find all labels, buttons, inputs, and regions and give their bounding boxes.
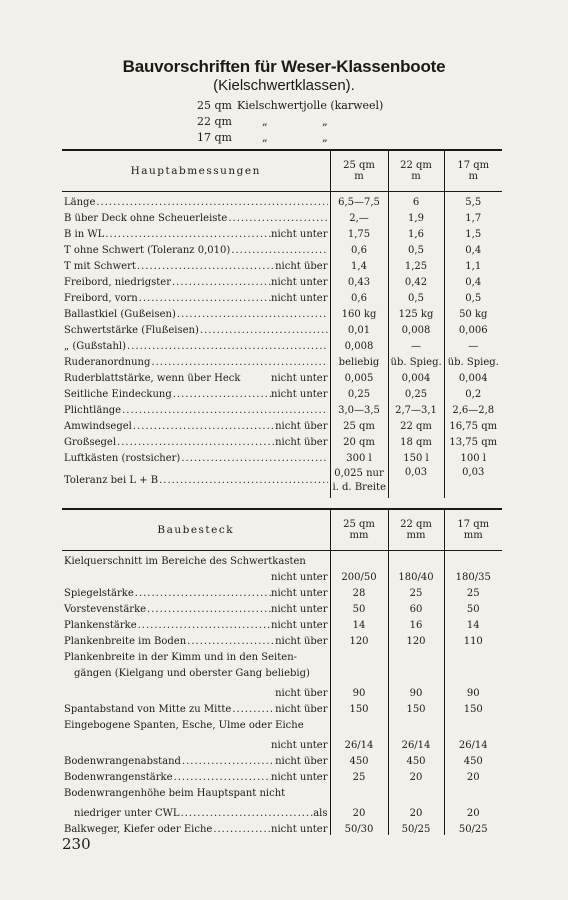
table-row <box>62 783 502 799</box>
table-row <box>62 448 502 464</box>
row-qualifier: nicht unter <box>271 587 328 599</box>
value-cell: 180/40 <box>388 567 444 583</box>
value-cell: beliebig <box>330 352 388 368</box>
row-label <box>62 599 330 615</box>
table-row <box>62 352 502 368</box>
row-label <box>62 448 330 464</box>
value-cell: 0,5 <box>444 288 502 304</box>
row-label-text: Ruderanordnung <box>64 356 151 368</box>
row-qualifier: nicht unter <box>271 276 328 288</box>
value-cell: 1,4 <box>330 256 388 272</box>
table-row <box>62 819 502 835</box>
value-cell: 20 <box>388 799 444 819</box>
value-cell: 22 qm <box>388 416 444 432</box>
row-qualifier: nicht unter <box>271 771 328 783</box>
row-label <box>62 464 330 498</box>
value-cell: 25 qm <box>330 416 388 432</box>
table-row <box>62 432 502 448</box>
table-body <box>62 550 502 583</box>
table-header-label: Baubesteck <box>62 510 330 550</box>
value-cell: 120 <box>388 631 444 647</box>
boat-description: Kielschwertjolle (karweel) <box>237 99 384 112</box>
table-row <box>62 208 502 224</box>
value-cell: 20 <box>388 767 444 783</box>
row-label: Eingebogene Spanten, Esche, Ulme oder Eiche <box>64 719 304 731</box>
table-row <box>62 751 502 767</box>
page-number: 230 <box>62 835 91 853</box>
row-label <box>62 208 330 224</box>
value-cell: 90 <box>388 679 444 699</box>
table-row <box>62 699 502 715</box>
value-line: 0,025 nur <box>334 467 384 479</box>
table-row <box>62 191 502 208</box>
value-cell: 5,5 <box>444 191 502 208</box>
value-cell: 13,75 qm <box>444 432 502 448</box>
ditto-mark: „ <box>262 115 268 128</box>
column-unit: mm <box>349 529 369 541</box>
table-row <box>62 679 502 699</box>
value-cell: 120 <box>330 631 388 647</box>
row-label <box>62 336 330 352</box>
value-cell: 6,5—7,5 <box>330 191 388 208</box>
value-cell: 0,4 <box>444 272 502 288</box>
row-qualifier: nicht über <box>275 420 328 432</box>
table-row <box>62 767 502 783</box>
value-cell: 0,42 <box>388 272 444 288</box>
row-label <box>62 819 330 835</box>
column-size: 17 qm <box>457 518 490 530</box>
table-row <box>62 583 502 599</box>
value-cell: 2,6—2,8 <box>444 400 502 416</box>
row-label <box>62 416 330 432</box>
value-cell: — <box>388 336 444 352</box>
table-row <box>62 631 502 647</box>
value-cell: 450 <box>388 751 444 767</box>
row-label-text: Luftkästen (rostsicher) <box>64 452 181 464</box>
row-label-text: Bodenwrangenstärke <box>64 771 173 783</box>
value-cell: 0,5 <box>388 288 444 304</box>
row-qualifier: nicht unter <box>271 228 328 240</box>
row-label-text: Freibord, niedrigster <box>64 276 171 288</box>
table-row <box>62 368 502 384</box>
row-label <box>62 288 330 304</box>
table-row <box>62 550 502 567</box>
row-label-text: Länge <box>64 196 96 208</box>
row-label <box>62 751 330 767</box>
column-header <box>444 151 502 191</box>
value-cell: 0,03 <box>444 464 502 498</box>
row-qualifier: nicht unter <box>271 388 328 400</box>
value-cell: 50/25 <box>444 819 502 835</box>
page-subtitle: (Kielschwertklassen). <box>213 77 355 94</box>
value-cell: 450 <box>330 751 388 767</box>
value-cell: 1,7 <box>444 208 502 224</box>
value-cell: 26/14 <box>330 731 388 751</box>
table-row <box>62 288 502 304</box>
value-cell: 1,25 <box>388 256 444 272</box>
row-label <box>62 256 330 272</box>
row-label <box>62 432 330 448</box>
value-cell: 100 l <box>444 448 502 464</box>
value-cell: 50 kg <box>444 304 502 320</box>
row-label-text: B über Deck ohne Scheuerleiste <box>64 212 228 224</box>
value-cell: 0,004 <box>444 368 502 384</box>
table-header-row <box>62 510 502 550</box>
value-cell: 14 <box>330 615 388 631</box>
value-cell: 0,008 <box>388 320 444 336</box>
row-qualifier: nicht unter <box>271 372 328 384</box>
row-label-text: Ballastkiel (Gußeisen) <box>64 308 176 320</box>
value-cell: 0,006 <box>444 320 502 336</box>
baubesteck-table <box>62 510 502 835</box>
boat-size: 17 qm <box>197 131 232 144</box>
value-cell: 2,— <box>330 208 388 224</box>
row-label <box>62 240 330 256</box>
value-cell: 14 <box>444 615 502 631</box>
row-label-text: Spantabstand von Mitte zu Mitte <box>64 703 232 715</box>
value-cell: 150 l <box>388 448 444 464</box>
column-unit: mm <box>463 529 483 541</box>
row-label-text: Freibord, vorn <box>64 292 138 304</box>
row-label-text: Plankenbreite im Boden <box>64 635 187 647</box>
row-label-text: Schwertstärke (Flußeisen) <box>64 324 199 336</box>
column-header <box>444 510 502 550</box>
value-cell: 25 <box>388 583 444 599</box>
value-cell: 1,1 <box>444 256 502 272</box>
row-label-text: Toleranz bei L + B <box>64 475 159 486</box>
table-body <box>62 647 502 751</box>
table-row <box>62 663 502 679</box>
value-cell: 300 l <box>330 448 388 464</box>
row-label-text: Spiegelstärke <box>64 587 134 599</box>
table-row <box>62 799 502 819</box>
column-size: 22 qm <box>400 159 432 171</box>
value-cell: 3,0—3,5 <box>330 400 388 416</box>
value-cell: 20 <box>444 799 502 819</box>
value-cell: 2,7—3,1 <box>388 400 444 416</box>
value-cell: 28 <box>330 583 388 599</box>
column-unit: m <box>411 170 421 182</box>
column-size: 25 qm <box>343 518 375 530</box>
row-label <box>62 583 330 599</box>
hauptabmessungen-table <box>62 151 502 498</box>
value-cell: 6 <box>388 191 444 208</box>
row-label: Bodenwrangenhöhe beim Hauptspant nicht <box>64 787 286 799</box>
row-label <box>62 304 330 320</box>
row-label-text: Plankenstärke <box>64 619 137 631</box>
value-line: i. d. Breite <box>332 481 386 493</box>
column-header <box>330 151 388 191</box>
row-label-text: B in WL <box>64 228 105 240</box>
table-body <box>62 751 502 783</box>
row-qualifier: nicht über <box>275 260 328 272</box>
row-label-text: Plichtlänge <box>64 404 122 416</box>
row-qualifier: nicht über <box>275 436 328 448</box>
value-cell: 450 <box>444 751 502 767</box>
row-qualifier: nicht unter <box>271 823 328 835</box>
row-label-text: Seitliche Eindeckung <box>64 388 172 400</box>
row-label <box>62 400 330 416</box>
value-cell: 0,005 <box>330 368 388 384</box>
value-cell: 0,25 <box>388 384 444 400</box>
row-label <box>62 799 330 819</box>
value-cell: 150 <box>388 699 444 715</box>
value-cell: 50/25 <box>388 819 444 835</box>
row-qualifier: nicht unter <box>271 619 328 631</box>
row-label <box>62 699 330 715</box>
value-cell: 90 <box>330 679 388 699</box>
row-label-text: Balkweger, Kiefer oder Eiche <box>64 823 213 835</box>
row-label <box>62 272 330 288</box>
value-cell: 50 <box>330 599 388 615</box>
row-label-text: Amwindsegel <box>64 420 132 432</box>
row-qualifier: nicht unter <box>271 571 328 583</box>
row-label <box>62 368 330 384</box>
value-cell: 200/50 <box>330 567 388 583</box>
value-cell: 60 <box>388 599 444 615</box>
column-size: 25 qm <box>343 159 375 171</box>
column-unit: m <box>354 170 364 182</box>
column-header <box>388 510 444 550</box>
value-cell: 180/35 <box>444 567 502 583</box>
value-cell <box>330 464 388 498</box>
value-cell: 0,43 <box>330 272 388 288</box>
value-cell: 1,5 <box>444 224 502 240</box>
value-cell: 20 qm <box>330 432 388 448</box>
row-label <box>62 767 330 783</box>
row-label-text: „ (Gußstahl) <box>64 340 127 352</box>
value-cell: 20 <box>330 799 388 819</box>
table-row <box>62 384 502 400</box>
table-body <box>62 783 502 835</box>
column-header <box>330 510 388 550</box>
table-row <box>62 336 502 352</box>
value-cell: 0,25 <box>330 384 388 400</box>
row-label <box>62 224 330 240</box>
value-cell: 110 <box>444 631 502 647</box>
value-cell: 125 kg <box>388 304 444 320</box>
boat-size: 25 qm <box>197 99 232 112</box>
value-cell: 0,6 <box>330 240 388 256</box>
row-qualifier: nicht über <box>275 755 328 767</box>
table-row <box>62 567 502 583</box>
value-cell: 50 <box>444 599 502 615</box>
column-header <box>388 151 444 191</box>
ditto-mark: „ <box>322 115 328 128</box>
row-label: gängen (Kielgang und oberster Gang beliebig) <box>74 667 310 679</box>
row-label-text: Ruderblattstärke, wenn über Heck <box>64 372 241 384</box>
row-label-text: Großsegel <box>64 436 117 448</box>
value-cell: 0,01 <box>330 320 388 336</box>
row-label-text: Vorstevenstärke <box>64 603 147 615</box>
table-body <box>62 191 502 498</box>
value-cell: 20 <box>444 767 502 783</box>
table-row <box>62 715 502 731</box>
value-cell: — <box>444 336 502 352</box>
boat-size: 22 qm <box>197 115 232 128</box>
row-label <box>62 631 330 647</box>
table-row <box>62 304 502 320</box>
table-header-row <box>62 151 502 191</box>
row-label <box>62 615 330 631</box>
value-cell: 1,75 <box>330 224 388 240</box>
value-cell: 0,03 <box>388 464 444 498</box>
column-unit: m <box>468 170 478 182</box>
value-cell: 0,004 <box>388 368 444 384</box>
row-qualifier: nicht unter <box>271 739 328 751</box>
row-qualifier: nicht über <box>275 635 328 647</box>
value-cell: 0,2 <box>444 384 502 400</box>
value-cell: 16 <box>388 615 444 631</box>
value-cell: üb. Spieg. <box>444 352 502 368</box>
column-size: 22 qm <box>400 518 432 530</box>
column-unit: mm <box>406 529 426 541</box>
value-cell: 18 qm <box>388 432 444 448</box>
row-qualifier: als <box>313 807 328 819</box>
table-row <box>62 731 502 751</box>
table-row <box>62 224 502 240</box>
value-cell: 50/30 <box>330 819 388 835</box>
row-label <box>62 320 330 336</box>
row-label <box>62 352 330 368</box>
value-cell: 150 <box>444 699 502 715</box>
value-cell: 26/14 <box>444 731 502 751</box>
table-row <box>62 256 502 272</box>
value-cell: 1,6 <box>388 224 444 240</box>
row-label: Kielquerschnitt im Bereiche des Schwertkasten <box>64 555 306 567</box>
value-cell: 150 <box>330 699 388 715</box>
table-row <box>62 615 502 631</box>
value-cell: 16,75 qm <box>444 416 502 432</box>
ditto-mark: „ <box>322 131 328 144</box>
table-row <box>62 272 502 288</box>
value-cell: üb. Spieg. <box>388 352 444 368</box>
table-row <box>62 320 502 336</box>
row-label-text: T ohne Schwert (Toleranz 0,010) <box>64 244 231 256</box>
row-label-text: T mit Schwert <box>64 260 136 272</box>
row-qualifier: nicht unter <box>271 603 328 615</box>
row-label-text: niedriger unter CWL <box>74 807 180 819</box>
value-cell: 90 <box>444 679 502 699</box>
value-cell: 0,6 <box>330 288 388 304</box>
row-qualifier: nicht über <box>275 703 328 715</box>
value-cell: 25 <box>444 583 502 599</box>
row-label-text: Bodenwrangenabstand <box>64 755 181 767</box>
value-cell: 0,5 <box>388 240 444 256</box>
row-label <box>62 384 330 400</box>
table-row <box>62 647 502 663</box>
value-cell: 1,9 <box>388 208 444 224</box>
value-cell: 0,4 <box>444 240 502 256</box>
value-cell: 26/14 <box>388 731 444 751</box>
row-label: Plankenbreite in der Kimm und in den Seiten- <box>64 651 298 663</box>
row-label <box>62 191 330 208</box>
table-header-label: Hauptabmessungen <box>62 151 330 191</box>
value-cell: 25 <box>330 767 388 783</box>
value-cell: 160 kg <box>330 304 388 320</box>
page-title: Bauvorschriften für Weser-Klassenboote <box>122 57 446 76</box>
table-row <box>62 464 502 498</box>
value-cell: 0,008 <box>330 336 388 352</box>
row-qualifier: nicht unter <box>271 292 328 304</box>
table-row <box>62 599 502 615</box>
table-row <box>62 416 502 432</box>
ditto-mark: „ <box>262 131 268 144</box>
table-row <box>62 240 502 256</box>
table-row <box>62 400 502 416</box>
table-body <box>62 583 502 647</box>
row-qualifier: nicht über <box>275 687 328 699</box>
column-size: 17 qm <box>457 159 490 171</box>
